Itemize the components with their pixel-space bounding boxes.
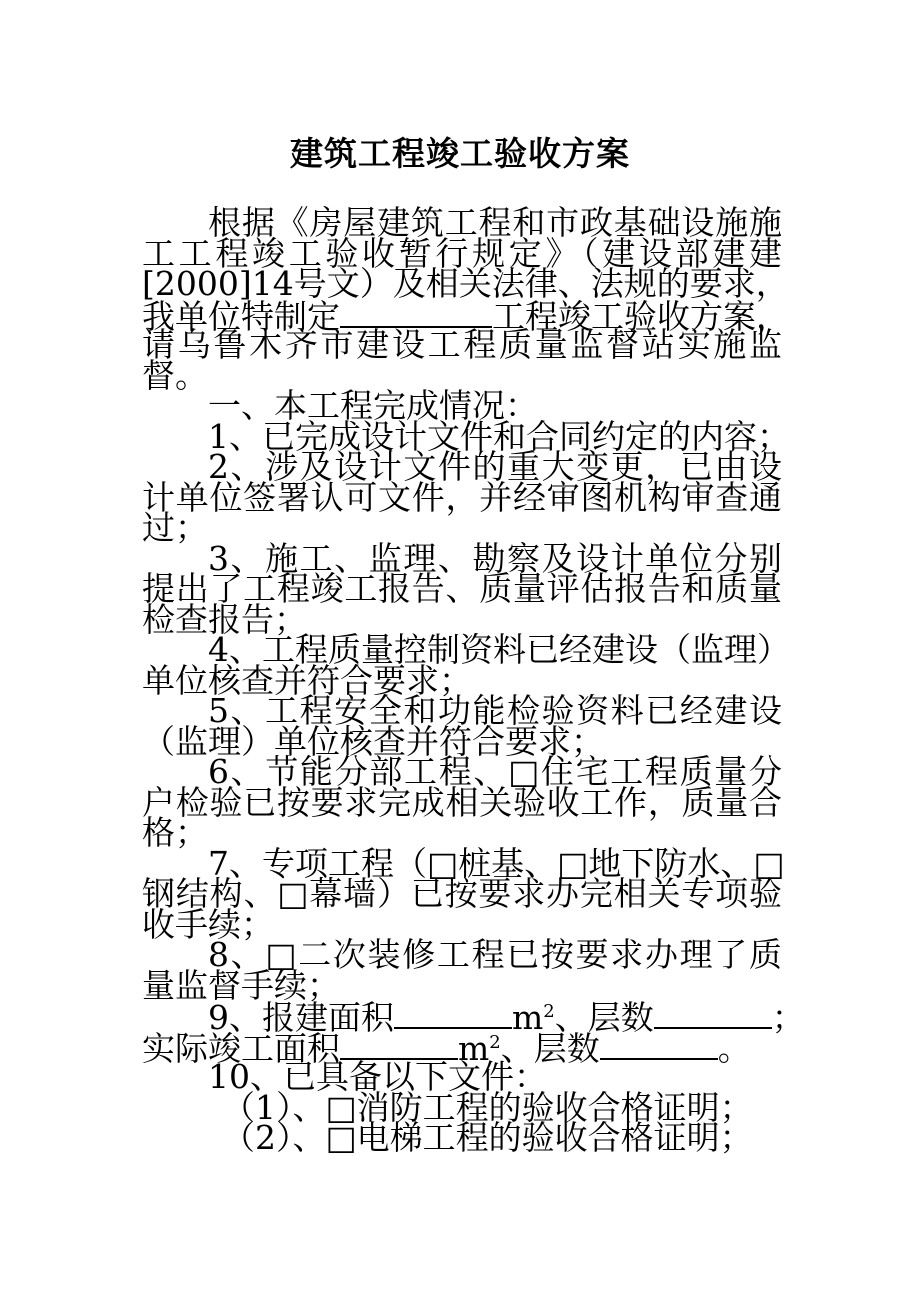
item-3-line-3: 检查报告； bbox=[142, 599, 307, 639]
project-name-blank bbox=[340, 300, 492, 328]
item-9-line-2-end: 。 bbox=[717, 1028, 751, 1068]
item-10: 10、已具备以下文件： bbox=[208, 1057, 547, 1096]
actual-area-unit-exponent: 2 bbox=[489, 1031, 501, 1053]
item-5-line-2: （监理）单位核查并符合要求； bbox=[142, 721, 604, 761]
actual-floors-blank bbox=[600, 1032, 718, 1060]
item-8-line-2: 量监督手续； bbox=[142, 965, 340, 1005]
item-6-line-1: 6、节能分部工程、□住宅工程质量分 bbox=[208, 752, 782, 791]
item-2-line-3: 过； bbox=[142, 508, 208, 547]
item-9-line-1-end: ； bbox=[771, 998, 805, 1037]
item-1: 1、已完成设计文件和合同约定的内容； bbox=[208, 416, 790, 456]
item-2-line-1: 2、涉及设计文件的重大变更，已由设 bbox=[208, 447, 782, 486]
reported-area-label: 9、报建面积 bbox=[208, 998, 394, 1037]
actual-area-label: 实际竣工面积 bbox=[142, 1028, 340, 1068]
intro-line-1: 根据《房屋建筑工程和市政基础设施施 bbox=[208, 203, 782, 242]
item-6-line-2: 户检验已按要求完成相关验收工作，质量合 bbox=[142, 782, 782, 822]
item-3-line-1: 3、施工、监理、勘察及设计单位分别 bbox=[208, 538, 782, 578]
intro-line-4-end: 工程竣工验收方案， bbox=[492, 296, 789, 336]
intro-line-6: 督。 bbox=[142, 355, 208, 395]
item-3-line-2: 提出了工程竣工报告、质量评估报告和质量 bbox=[142, 569, 782, 608]
actual-area-unit-m: m bbox=[458, 1028, 490, 1068]
actual-area-blank bbox=[340, 1032, 458, 1060]
item-8-line-1: 8、□二次装修工程已按要求办理了质 bbox=[208, 935, 782, 974]
item-4-line-2: 单位核查并符合要求； bbox=[142, 660, 472, 700]
reported-floors-blank bbox=[654, 1001, 772, 1029]
item-7-line-2: 钢结构、□幕墙）已按要求办完相关专项验 bbox=[142, 874, 782, 913]
item-4-line-1: 4、工程质量控制资料已经建设（监理） bbox=[208, 630, 790, 669]
item-2-line-2: 计单位签署认可文件，并经审图机构审查通 bbox=[142, 477, 782, 517]
document-title: 建筑工程竣工验收方案 bbox=[290, 134, 630, 173]
item-10-sub-2: （2）、□电梯工程的验收合格证明； bbox=[222, 1118, 753, 1157]
item-10-sub-1: （1）、□消防工程的验收合格证明； bbox=[222, 1087, 753, 1127]
item-6-line-3: 格； bbox=[142, 813, 208, 852]
item-9-line-1 bbox=[142, 998, 805, 1037]
section-heading: 一、本工程完成情况： bbox=[208, 386, 538, 425]
area-unit-exponent: 2 bbox=[543, 1001, 555, 1022]
intro-line-3: [2000]14号文）及相关法律、法规的要求， bbox=[142, 264, 789, 303]
document-body bbox=[142, 203, 805, 1157]
item-5-line-1: 5、工程安全和功能检验资料已经建设 bbox=[208, 691, 782, 730]
item-7-line-3: 收手续； bbox=[142, 904, 274, 944]
intro-line-5: 请乌鲁木齐市建设工程质量监督站实施监 bbox=[142, 325, 782, 364]
area-unit-m: m bbox=[512, 998, 544, 1037]
item-7-line-1: 7、专项工程（□桩基、□地下防水、□ bbox=[208, 843, 785, 883]
intro-line-2: 工工程竣工验收暂行规定》（建设部建建 bbox=[142, 233, 782, 273]
reported-area-blank bbox=[394, 1001, 512, 1029]
actual-floors-label: 、层数 bbox=[500, 1028, 600, 1068]
reported-floors-label: 、层数 bbox=[554, 998, 654, 1037]
intro-line-4-start: 我单位特制定 bbox=[142, 296, 340, 336]
